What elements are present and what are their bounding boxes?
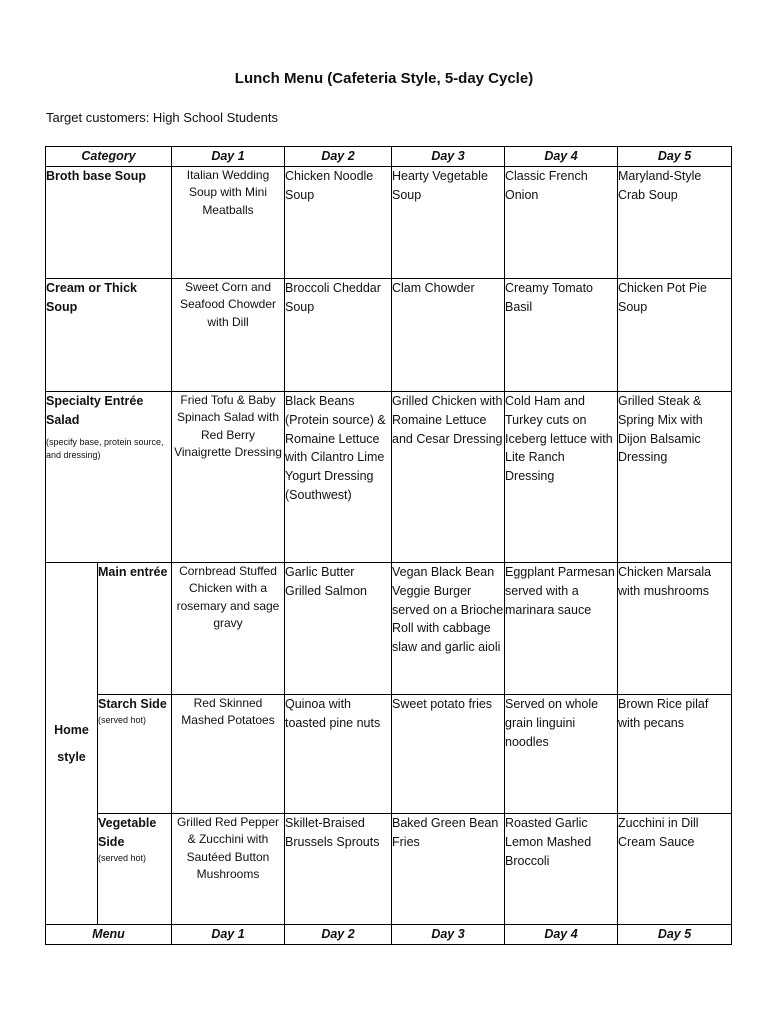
cell-veg-day2: Skillet-Braised Brussels Sprouts [285, 814, 392, 925]
cell-main-day5: Chicken Marsala with mushrooms [618, 563, 732, 695]
cell-veg-day4: Roasted Garlic Lemon Mashed Broccoli [505, 814, 618, 925]
cell-main-day4: Eggplant Parmesan served with a marinara sauce [505, 563, 618, 695]
cell-broth-day1: Italian Wedding Soup with Mini Meatballs [172, 167, 285, 279]
subcategory-starch-side [98, 695, 172, 814]
header-day-3: Day 3 [392, 147, 505, 167]
cell-starch-day3: Sweet potato fries [392, 695, 505, 814]
starch-label: Starch Side [98, 697, 167, 711]
cell-main-day2: Garlic Butter Grilled Salmon [285, 563, 392, 695]
menu-table [45, 146, 732, 945]
cell-cream-day2: Broccoli Cheddar Soup [285, 279, 392, 392]
header-day-4: Day 4 [505, 147, 618, 167]
cell-salad-day5: Grilled Steak & Spring Mix with Dijon Balsamic Dressing [618, 392, 732, 563]
subcategory-main-entree: Main entrée [98, 563, 172, 695]
cell-veg-day5: Zucchini in Dill Cream Sauce [618, 814, 732, 925]
salad-note: (specify base, protein source, and dressing) [46, 436, 164, 460]
footer-row [46, 925, 732, 945]
cell-starch-day1: Red Skinned Mashed Potatoes [172, 695, 285, 814]
footer-day-3: Day 3 [392, 925, 505, 945]
cell-cream-day4: Creamy Tomato Basil [505, 279, 618, 392]
cell-cream-day5: Chicken Pot Pie Soup [618, 279, 732, 392]
veg-label: Vegetable Side [98, 816, 157, 849]
cell-main-day1: Cornbread Stuffed Chicken with a rosemary and sage gravy [172, 563, 285, 695]
home-label-line2: style [57, 749, 86, 764]
cell-starch-day5: Brown Rice pilaf with pecans [618, 695, 732, 814]
row-vegetable-side [46, 814, 732, 925]
veg-note: (served hot) [98, 852, 147, 863]
cell-salad-day4: Cold Ham and Turkey cuts on Iceberg lettuce with Lite Ranch Dressing [505, 392, 618, 563]
cell-salad-day2: Black Beans (Protein source) & Romaine Lettuce with Cilantro Lime Yogurt Dressing (Southwest) [285, 392, 392, 563]
header-day-5: Day 5 [618, 147, 732, 167]
subcategory-vegetable-side [98, 814, 172, 925]
category-specialty-salad [46, 392, 172, 563]
cell-broth-day3: Hearty Vegetable Soup [392, 167, 505, 279]
cell-salad-day3: Grilled Chicken with Romaine Lettuce and Cesar Dressing [392, 392, 505, 563]
cell-cream-day3: Clam Chowder [392, 279, 505, 392]
salad-label: Specialty Entrée Salad [46, 394, 144, 427]
footer-menu: Menu [46, 925, 172, 945]
footer-day-4: Day 4 [505, 925, 618, 945]
cell-salad-day1: Fried Tofu & Baby Spinach Salad with Red Berry Vinaigrette Dressing [172, 392, 285, 563]
row-broth-soup [46, 167, 732, 279]
cell-veg-day1: Grilled Red Pepper & Zucchini with Sautéed Button Mushrooms [172, 814, 285, 925]
cell-broth-day4: Classic French Onion [505, 167, 618, 279]
home-label-line1: Home [54, 723, 89, 738]
target-customers: Target customers: High School Students [46, 110, 278, 125]
cell-main-day3: Vegan Black Bean Veggie Burger served on a Brioche Roll with cabbage slaw and garlic aioli [392, 563, 505, 695]
cell-starch-day4: Served on whole grain linguini noodles [505, 695, 618, 814]
cell-cream-day1: Sweet Corn and Seafood Chowder with Dill [172, 279, 285, 392]
category-home-style [46, 563, 98, 925]
footer-day-1: Day 1 [172, 925, 285, 945]
cell-broth-day5: Maryland-Style Crab Soup [618, 167, 732, 279]
category-broth-soup: Broth base Soup [46, 167, 172, 279]
starch-note: (served hot) [98, 714, 147, 725]
page-title: Lunch Menu (Cafeteria Style, 5-day Cycle) [234, 70, 534, 87]
header-row [46, 147, 732, 167]
row-main-entree [46, 563, 732, 695]
cell-starch-day2: Quinoa with toasted pine nuts [285, 695, 392, 814]
footer-day-2: Day 2 [285, 925, 392, 945]
row-specialty-salad [46, 392, 732, 563]
header-day-2: Day 2 [285, 147, 392, 167]
header-category: Category [46, 147, 172, 167]
header-day-1: Day 1 [172, 147, 285, 167]
cell-veg-day3: Baked Green Bean Fries [392, 814, 505, 925]
row-cream-soup [46, 279, 732, 392]
category-cream-soup: Cream or Thick Soup [46, 279, 172, 392]
row-starch-side [46, 695, 732, 814]
footer-day-5: Day 5 [618, 925, 732, 945]
cell-broth-day2: Chicken Noodle Soup [285, 167, 392, 279]
